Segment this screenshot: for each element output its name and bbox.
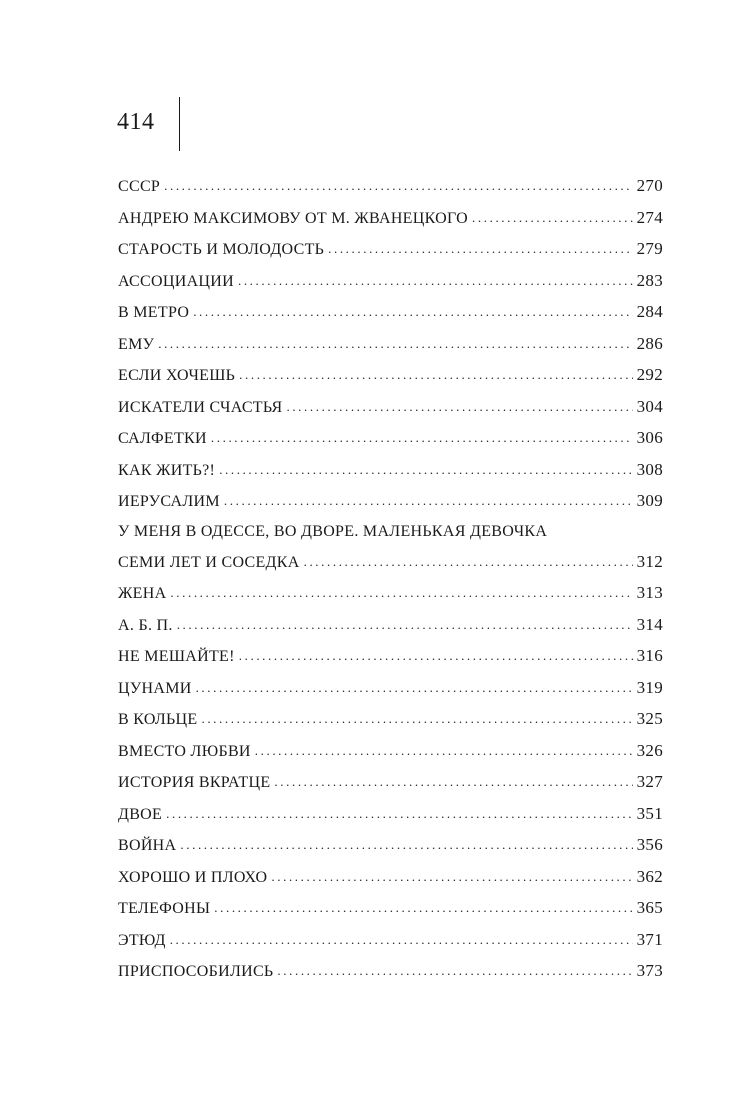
- toc-entry[interactable]: [118, 202, 663, 234]
- toc-dot-leader: [286, 391, 632, 423]
- toc-dot-leader: [166, 798, 632, 830]
- toc-entry-page: 306: [636, 428, 663, 447]
- toc-entry[interactable]: [118, 955, 663, 987]
- toc-entry-page: 356: [636, 835, 663, 854]
- toc-entry-page: 279: [636, 239, 663, 258]
- toc-entry[interactable]: [118, 328, 663, 360]
- toc-entry-title: А. Б. П.: [118, 616, 173, 634]
- toc-entry[interactable]: [118, 359, 663, 391]
- toc-dot-leader: [158, 328, 632, 360]
- toc-entry-title: ПРИСПОСОБИЛИСЬ: [118, 963, 274, 980]
- toc-entry-page: 325: [636, 709, 663, 728]
- table-of-contents: [118, 170, 663, 987]
- toc-entry[interactable]: [118, 391, 663, 423]
- toc-entry[interactable]: [118, 829, 663, 861]
- toc-entry-title: ИСКАТЕЛИ СЧАСТЬЯ: [118, 398, 283, 416]
- page-number-rule: [179, 97, 180, 151]
- toc-entry-title: ЭТЮД: [118, 931, 166, 949]
- toc-entry-title: ИЕРУСАЛИМ: [118, 493, 220, 510]
- toc-entry-page: 371: [636, 929, 663, 949]
- toc-entry[interactable]: [118, 861, 663, 893]
- toc-entry[interactable]: [118, 892, 663, 924]
- toc-entry-title: ИСТОРИЯ ВКРАТЦЕ: [118, 774, 271, 791]
- toc-entry-page: 292: [636, 365, 663, 384]
- toc-entry[interactable]: [118, 577, 663, 609]
- toc-dot-leader: [180, 829, 632, 861]
- toc-entry-page: 286: [636, 333, 663, 353]
- toc-dot-leader: [274, 766, 632, 798]
- toc-entry-title-line[interactable]: [118, 517, 663, 546]
- toc-entry-title: В МЕТРО: [118, 304, 190, 321]
- toc-entry-title: КАК ЖИТЬ?!: [118, 461, 216, 479]
- toc-entry-page: 304: [636, 396, 663, 416]
- toc-entry-page: 316: [636, 646, 663, 665]
- toc-dot-leader: [170, 577, 632, 609]
- toc-entry[interactable]: [118, 422, 663, 454]
- toc-entry-title: ВМЕСТО ЛЮБВИ: [118, 742, 251, 760]
- toc-dot-leader: [170, 924, 633, 956]
- toc-entry[interactable]: [118, 546, 663, 578]
- toc-entry-title: ВОЙНА: [118, 837, 177, 854]
- toc-entry[interactable]: [118, 609, 663, 641]
- toc-entry-title: АССОЦИАЦИИ: [118, 272, 234, 290]
- toc-entry-title: У МЕНЯ В ОДЕССЕ, ВО ДВОРЕ. МАЛЕНЬКАЯ ДЕВОЧКА: [118, 522, 548, 540]
- toc-dot-leader: [177, 609, 633, 641]
- toc-dot-leader: [201, 703, 632, 735]
- toc-dot-leader: [219, 454, 632, 486]
- toc-entry[interactable]: [118, 640, 663, 672]
- toc-entry-title: АНДРЕЮ МАКСИМОВУ ОТ М. ЖВАНЕЦКОГО: [118, 209, 469, 227]
- toc-entry-page: 270: [636, 176, 663, 195]
- toc-dot-leader: [271, 861, 632, 893]
- toc-entry-title: В КОЛЬЦЕ: [118, 711, 198, 728]
- toc-entry[interactable]: [118, 296, 663, 328]
- toc-dot-leader: [304, 546, 633, 578]
- toc-entry-page: 327: [636, 772, 663, 791]
- toc-dot-leader: [239, 640, 633, 672]
- toc-entry-page: 326: [636, 740, 663, 760]
- toc-entry-title: ЕСЛИ ХОЧЕШЬ: [118, 367, 236, 384]
- toc-entry-page: 365: [636, 898, 663, 917]
- toc-entry-page: 312: [636, 551, 663, 571]
- toc-entry-page: 308: [636, 459, 663, 479]
- toc-entry[interactable]: [118, 233, 663, 265]
- page-number: 414: [117, 109, 155, 135]
- toc-dot-leader: [193, 296, 632, 328]
- toc-entry[interactable]: [118, 454, 663, 486]
- toc-dot-leader: [164, 170, 632, 202]
- toc-entry[interactable]: [118, 735, 663, 767]
- toc-dot-leader: [328, 233, 632, 265]
- toc-dot-leader: [238, 265, 633, 297]
- toc-entry-title: СССР: [118, 178, 161, 195]
- toc-entry-page: 284: [636, 302, 663, 321]
- toc-entry-title: ЦУНАМИ: [118, 679, 192, 697]
- toc-dot-leader: [239, 359, 632, 391]
- toc-entry[interactable]: [118, 265, 663, 297]
- toc-entry-page: 314: [636, 614, 663, 634]
- toc-dot-leader: [472, 202, 633, 234]
- toc-entry-page: 362: [636, 866, 663, 886]
- toc-entry-page: 283: [636, 270, 663, 290]
- toc-entry[interactable]: [118, 170, 663, 202]
- toc-entry[interactable]: [118, 485, 663, 517]
- toc-dot-leader: [277, 955, 632, 987]
- toc-dot-leader: [214, 892, 632, 924]
- toc-entry-title: СЕМИ ЛЕТ И СОСЕДКА: [118, 553, 300, 571]
- toc-dot-leader: [224, 485, 633, 517]
- toc-entry-title: ХОРОШО И ПЛОХО: [118, 868, 268, 886]
- toc-dot-leader: [211, 422, 633, 454]
- toc-entry-page: 351: [636, 803, 663, 823]
- toc-entry[interactable]: [118, 924, 663, 956]
- toc-entry-title: ДВОЕ: [118, 805, 163, 823]
- toc-entry-page: 373: [636, 961, 663, 980]
- toc-entry-title: СТАРОСТЬ И МОЛОДОСТЬ: [118, 241, 325, 258]
- toc-entry-page: 313: [636, 583, 663, 602]
- toc-dot-leader: [255, 735, 633, 767]
- toc-entry-page: 319: [636, 677, 663, 697]
- toc-dot-leader: [196, 672, 633, 704]
- toc-entry-page: 309: [636, 491, 663, 510]
- toc-entry-page: 274: [636, 207, 663, 227]
- toc-entry[interactable]: [118, 672, 663, 704]
- toc-entry[interactable]: [118, 766, 663, 798]
- toc-entry-title: САЛФЕТКИ: [118, 430, 207, 447]
- toc-entry-title: ЖЕНА: [118, 585, 167, 602]
- toc-entry-title: ЕМУ: [118, 335, 155, 353]
- toc-entry-title: ТЕЛЕФОНЫ: [118, 900, 211, 917]
- toc-entry[interactable]: [118, 798, 663, 830]
- toc-entry[interactable]: [118, 703, 663, 735]
- toc-entry-title: НЕ МЕШАЙТЕ!: [118, 648, 235, 665]
